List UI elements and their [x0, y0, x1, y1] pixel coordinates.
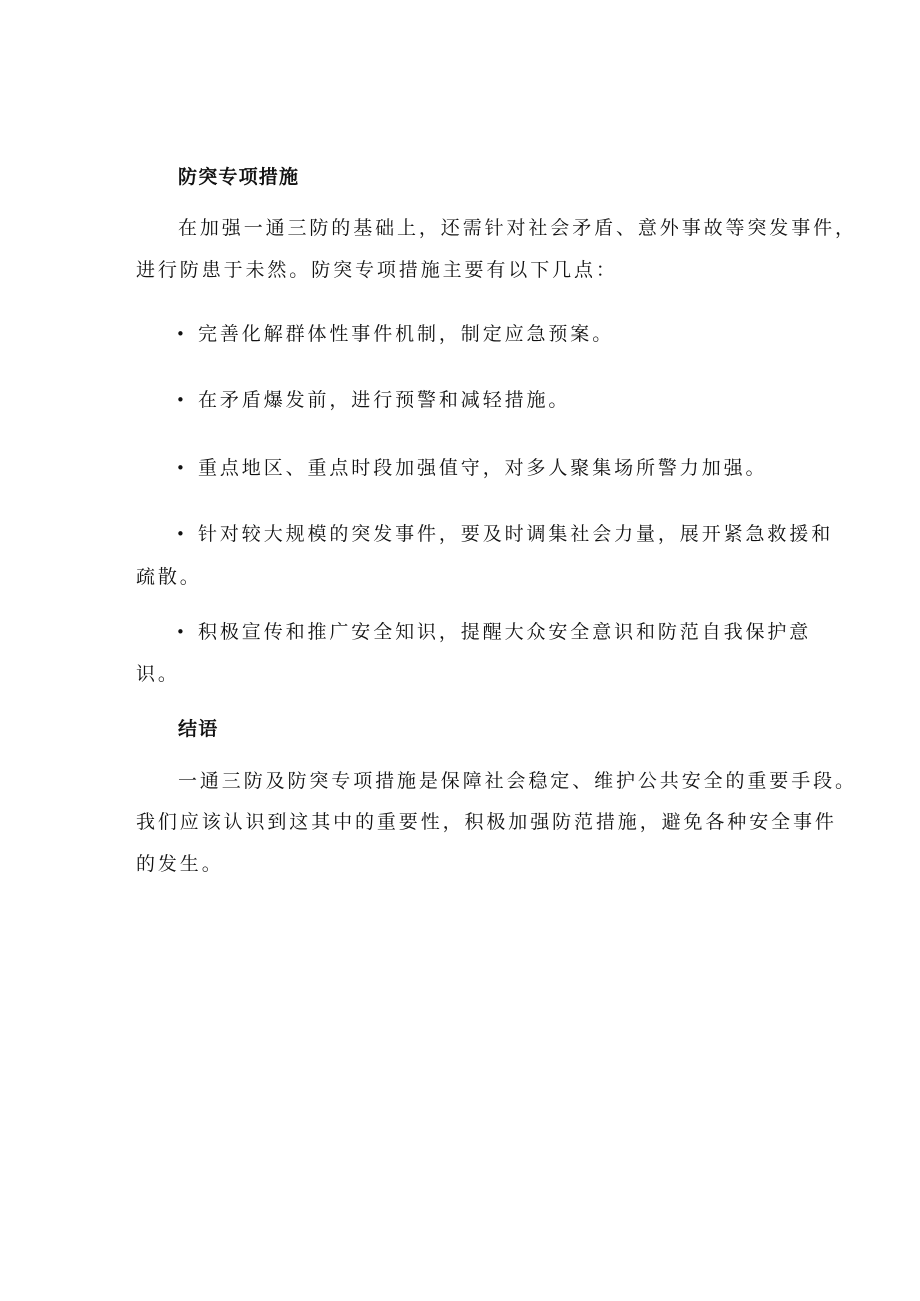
list-item-1: 完善化解群体性事件机制，制定应急预案。 [198, 323, 615, 345]
list-item-4-line-1: 针对较大规模的突发事件，要及时调集社会力量，展开紧急救援和 [198, 523, 834, 545]
intro-paragraph-line-2: 进行防患于未然。防突专项措施主要有以下几点： [136, 259, 618, 281]
bullet-marker: • [176, 391, 185, 409]
list-item-2: 在矛盾爆发前，进行预警和减轻措施。 [198, 389, 571, 411]
conclusion-line-3: 的发生。 [136, 853, 224, 875]
section-heading-conclusion: 结语 [178, 718, 219, 740]
bullet-marker: • [176, 623, 185, 641]
conclusion-line-2: 我们应该认识到这其中的重要性，积极加强防范措施，避免各种安全事件 [136, 811, 837, 833]
conclusion-line-1: 一通三防及防突专项措施是保障社会稳定、维护公共安全的重要手段。 [178, 770, 857, 792]
list-item-5-line-2: 识。 [136, 663, 180, 685]
list-item-3: 重点地区、重点时段加强值守，对多人聚集场所警力加强。 [198, 457, 768, 479]
section-heading-anti-outburst: 防突专项措施 [178, 166, 300, 188]
list-item-5-line-1: 积极宣传和推广安全知识，提醒大众安全意识和防范自我保护意 [198, 621, 812, 643]
bullet-marker: • [176, 459, 185, 477]
list-item-4-line-2: 疏散。 [136, 566, 202, 588]
bullet-marker: • [176, 325, 185, 343]
intro-paragraph-line-1: 在加强一通三防的基础上，还需针对社会矛盾、意外事故等突发事件， [178, 217, 857, 239]
bullet-marker: • [176, 525, 185, 543]
